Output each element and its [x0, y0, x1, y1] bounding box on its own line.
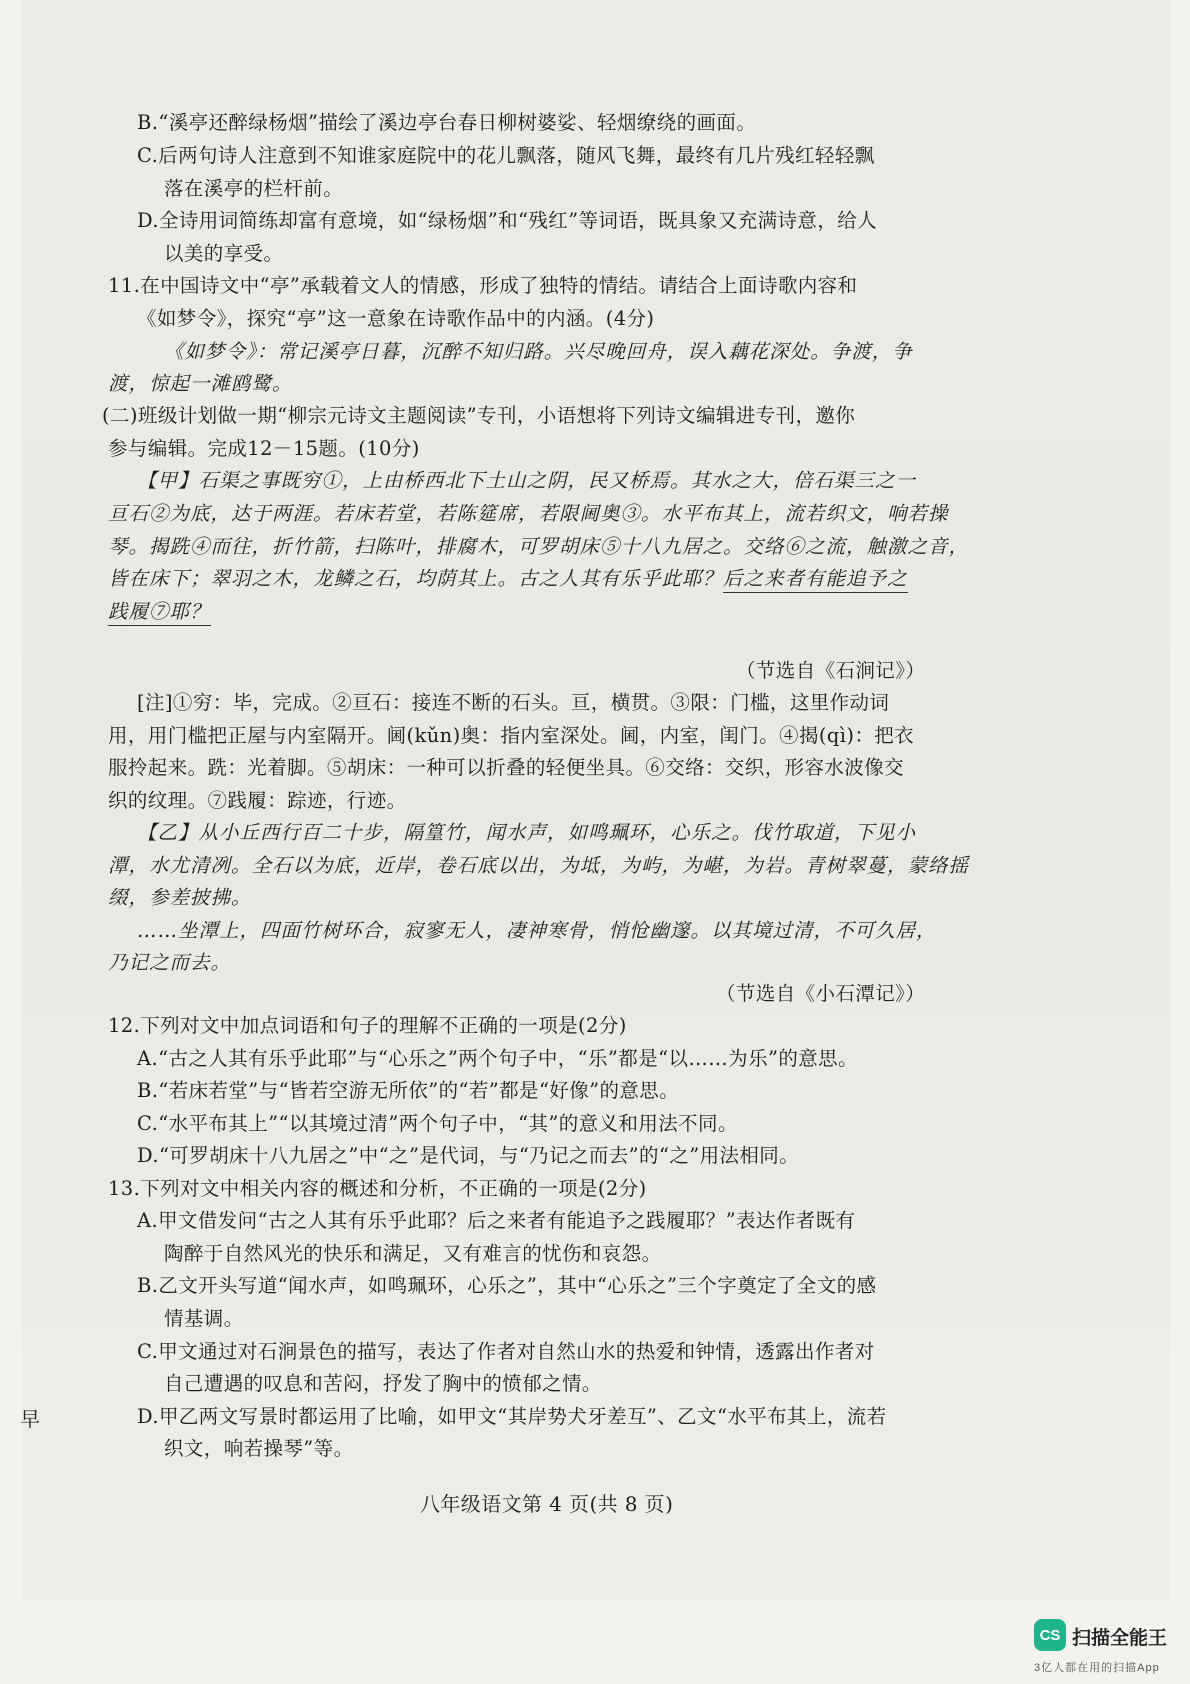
- option-b-line: B.“溪亭还醉绿杨烟”描绘了溪边亭台春日柳树婆娑、轻烟缭绕的画面。: [137, 111, 757, 134]
- question-11-cont: 《如梦令》，探究“亭”这一意象在诗歌作品中的内涵。(4分): [137, 307, 655, 330]
- text-jia-line-2: 亘石②为底，达于两涯。若床若堂，若陈筵席，若限阃奥③。水平布其上，流若织文，响若操: [108, 502, 949, 525]
- text-yi-line-3: 缀，参差披拂。: [108, 886, 252, 909]
- text-jia-line-3: 琴。揭跣④而往，折竹箭，扫陈叶，排腐木，可罗胡床⑤十八九居之。交络⑥之流，触激之音，: [108, 535, 970, 558]
- text-jia-line-4: [108, 569, 908, 589]
- watermark-app-name: 扫描全能王: [1072, 1628, 1168, 1649]
- question-13-option-a-cont: 陶醉于自然风光的快乐和满足，又有难言的忧伤和哀怨。: [164, 1242, 662, 1265]
- watermark-tagline: 3亿人都在用的扫描App: [1034, 1662, 1160, 1674]
- question-12: 12.下列对文中加点词语和句子的理解不正确的一项是(2分): [108, 1014, 627, 1037]
- question-12-option-d: D.“可罗胡床十八九居之”中“之”是代词，与“乃记之而去”的“之”用法相同。: [137, 1144, 800, 1167]
- text-yi-line-2: 潭，水尤清冽。全石以为底，近岸，卷石底以出，为坻，为屿，为嵁，为岩。青树翠蔓，蒙络摇: [108, 854, 970, 877]
- underlined-sentence-cont: 践履⑦耶？: [108, 600, 211, 626]
- question-13-option-c: C.甲文通过对石涧景色的描写，表达了作者对自然山水的热爱和钟情，透露出作者对: [137, 1340, 875, 1363]
- question-11: 11.在中国诗文中“亭”承载着文人的情感，形成了独特的情结。请结合上面诗歌内容和: [108, 274, 858, 297]
- rumengling-poem: 《如梦令》：常记溪亭日暮，沉醉不知归路。兴尽晚回舟，误入藕花深处。争渡，争: [164, 340, 913, 363]
- page-footer: 八年级语文第 4 页(共 8 页): [420, 1492, 674, 1516]
- question-13-option-d: D.甲乙两文写景时都运用了比喻，如甲文“其岸势犬牙差互”、乙文“水平布其上，流若: [137, 1405, 887, 1428]
- notes-line-3: 服拎起来。跣：光着脚。⑤胡床：一种可以折叠的轻便坐具。⑥交络：交织，形容水波像交: [108, 756, 905, 779]
- section-2-intro: (二)班级计划做一期“柳宗元诗文主题阅读”专刊，小语想将下列诗文编辑进专刊，邀你: [102, 404, 856, 427]
- question-12-option-b: B.“若床若堂”与“皆若空游无所依”的“若”都是“好像”的意思。: [137, 1079, 680, 1102]
- text-jia-line-5: [108, 602, 211, 622]
- option-c-line-cont: 落在溪亭的栏杆前。: [164, 177, 344, 200]
- question-13-option-d-cont: 织文，响若操琴”等。: [164, 1437, 354, 1460]
- option-d-line-cont: 以美的享受。: [164, 242, 284, 265]
- question-12-option-c: C.“水平布其上”“以其境过清”两个句子中，“其”的意义和用法不同。: [137, 1112, 738, 1135]
- camscanner-logo-icon: CS: [1034, 1619, 1066, 1651]
- notes-line-2: 用，用门槛把正屋与内室隔开。阃(kǔn)奥：指内室深处。阃，内室，闺门。④揭(qì)：把衣: [108, 724, 915, 747]
- option-c-line: C.后两句诗人注意到不知谁家庭院中的花儿飘落，随风飞舞，最终有几片残红轻轻飘: [137, 144, 875, 167]
- section-2-intro-cont: 参与编辑。完成12－15题。(10分): [108, 437, 420, 460]
- question-13-option-b-cont: 情基调。: [164, 1307, 244, 1330]
- question-12-option-a: A.“古之人其有乐乎此耶”与“心乐之”两个句子中，“乐”都是“以……为乐”的意思。: [137, 1047, 858, 1070]
- question-13-option-c-cont: 自己遭遇的叹息和苦闷，抒发了胸中的愤郁之情。: [164, 1372, 602, 1395]
- notes-line-1: [注]①穷：毕，完成。②亘石：接连不断的石头。亘，横贯。③限：门槛，这里作动词: [137, 691, 890, 714]
- source-shijianji: （节选自《石涧记》）: [736, 659, 926, 682]
- scanner-watermark: [1034, 1619, 1184, 1679]
- text-jia-line-4-plain: 皆在床下；翠羽之木，龙鳞之石，均荫其上。古之人其有乐乎此耶？: [108, 567, 724, 590]
- option-d-line: D.全诗用词简练却富有意境，如“绿杨烟”和“残红”等词语，既具象又充满诗意，给人: [137, 209, 878, 232]
- rumengling-poem-cont: 渡，惊起一滩鸥鹭。: [108, 372, 293, 395]
- margin-mark: 早: [20, 1407, 41, 1431]
- text-yi-line-4: ……坐潭上，四面竹树环合，寂寥无人，凄神寒骨，悄怆幽邃。以其境过清，不可久居，: [137, 919, 937, 942]
- question-13-option-a: A.甲文借发问“古之人其有乐乎此耶？后之来者有能追予之践履耶？”表达作者既有: [137, 1209, 856, 1232]
- text-yi-line-5: 乃记之而去。: [108, 951, 232, 974]
- notes-line-4: 织的纹理。⑦践履：踪迹，行迹。: [108, 789, 407, 812]
- question-13: 13.下列对文中相关内容的概述和分析，不正确的一项是(2分): [108, 1177, 647, 1200]
- question-13-option-b: B.乙文开头写道“闻水声，如鸣珮环，心乐之”，其中“心乐之”三个字奠定了全文的感: [137, 1274, 877, 1297]
- text-yi-line-1: 【乙】从小丘西行百二十步，隔篁竹，闻水声，如鸣珮环，心乐之。伐竹取道，下见小: [137, 821, 917, 844]
- underlined-sentence: 后之来者有能追予之: [723, 567, 908, 593]
- source-xiaoshitanji: （节选自《小石潭记》）: [716, 982, 926, 1005]
- text-jia-line-1: 【甲】石渠之事既穷①，上由桥西北下土山之阴，民又桥焉。其水之大，倍石渠三之一: [137, 469, 917, 492]
